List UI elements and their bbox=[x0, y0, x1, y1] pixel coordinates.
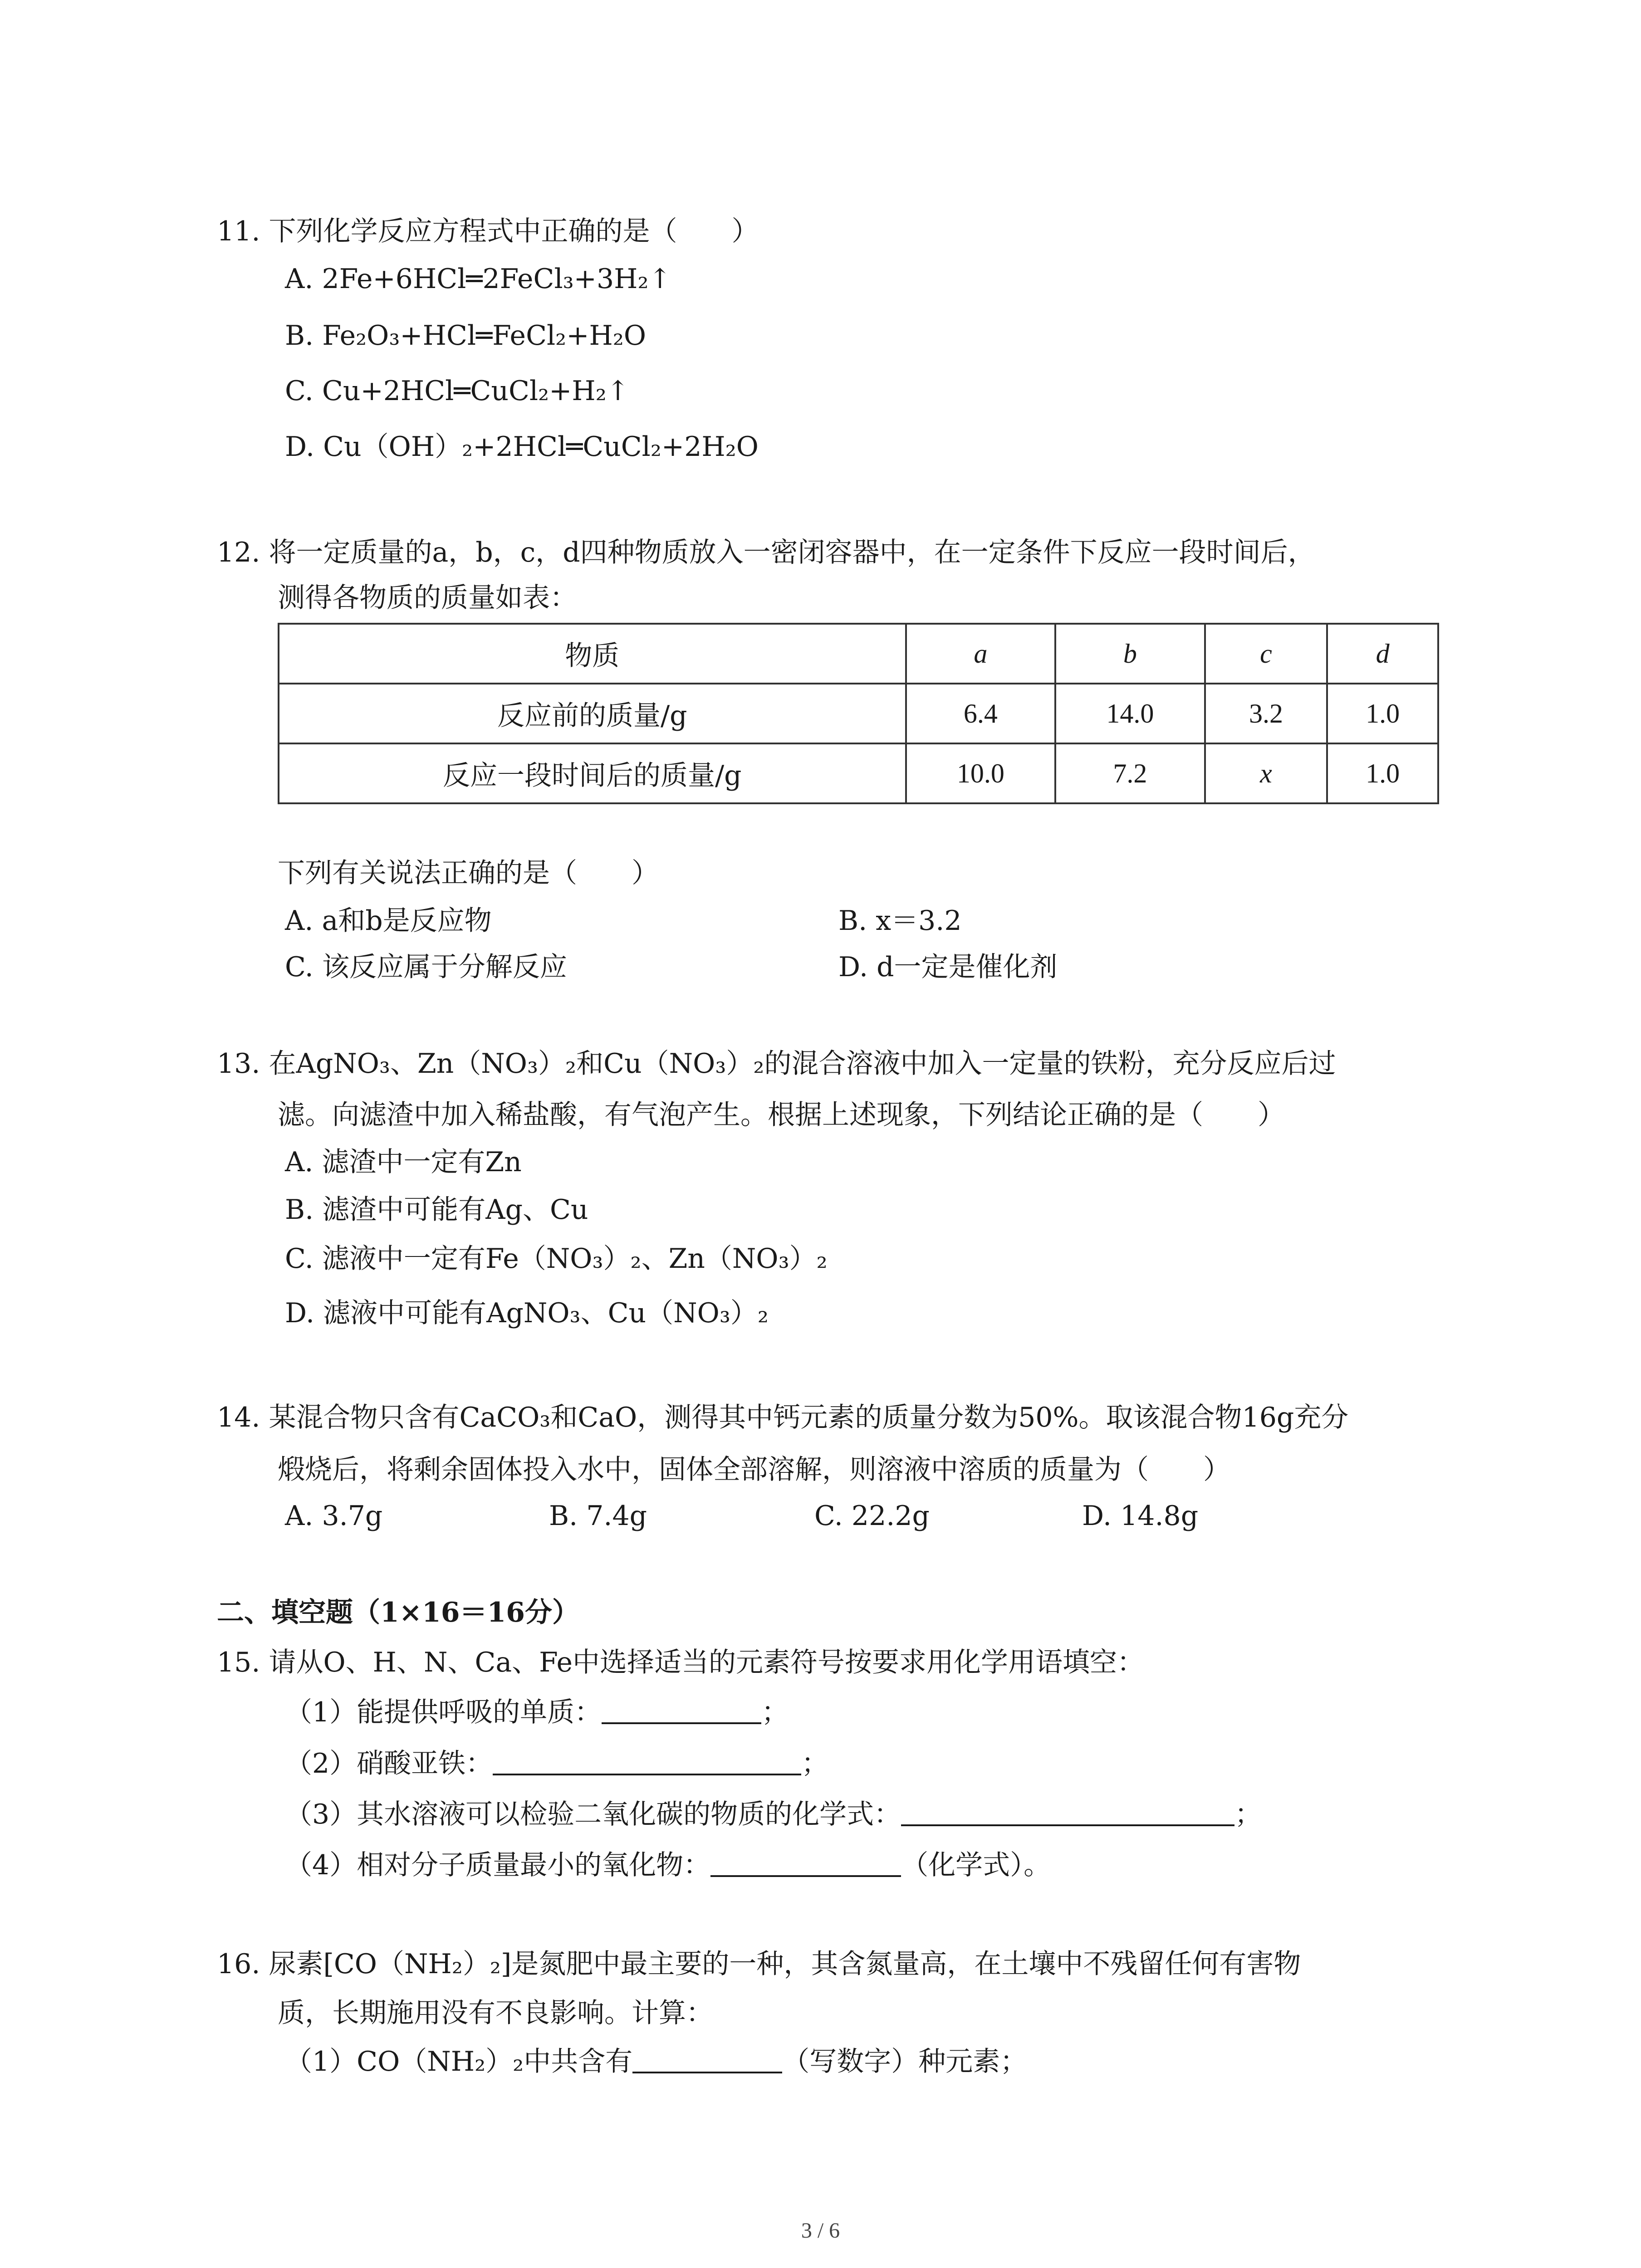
table-cell: 1.0 bbox=[1327, 684, 1438, 743]
q14-option-b: B. 7.4g bbox=[549, 1500, 647, 1532]
q15-part2 bbox=[285, 1745, 828, 1782]
q15-part3-label: （3）其水溶液可以检验二氧化碳的物质的化学式： bbox=[285, 1799, 901, 1830]
table-row bbox=[279, 743, 1438, 803]
table-cell: 10.0 bbox=[906, 743, 1056, 803]
q16-part1-label: （1）CO（NH₂）₂中共含有 bbox=[285, 2046, 633, 2077]
q11-stem: 11. 下列化学反应方程式中正确的是（ ） bbox=[217, 215, 759, 247]
q14-option-a: A. 3.7g bbox=[285, 1500, 383, 1532]
q16-part1-answer-blank[interactable] bbox=[632, 2043, 782, 2073]
q15-part1-label: （1）能提供呼吸的单质： bbox=[285, 1696, 602, 1728]
q15-part1-end: ； bbox=[761, 1696, 789, 1728]
q12-stem-line2: 测得各物质的质量如表： bbox=[278, 582, 577, 614]
q11-option-c: C. Cu+2HCl═CuCl₂+H₂↑ bbox=[285, 375, 630, 407]
table-header-cell: b bbox=[1055, 624, 1205, 684]
q14-option-d: D. 14.8g bbox=[1082, 1500, 1199, 1532]
table-header-cell: c bbox=[1205, 624, 1327, 684]
q13-stem-line2: 滤。向滤渣中加入稀盐酸，有气泡产生。根据上述现象，下列结论正确的是（ ） bbox=[278, 1099, 1285, 1131]
q11-option-a: A. 2Fe+6HCl═2FeCl₃+3H₂↑ bbox=[285, 263, 671, 295]
q13-option-b: B. 滤渣中可能有Ag、Cu bbox=[285, 1194, 588, 1226]
page-number: 3 / 6 bbox=[801, 2219, 840, 2243]
q13-option-a: A. 滤渣中一定有Zn bbox=[285, 1146, 522, 1178]
table-cell: 6.4 bbox=[906, 684, 1056, 743]
q12-option-c: C. 该反应属于分解反应 bbox=[285, 951, 567, 983]
q15-part1-answer-blank[interactable] bbox=[602, 1694, 761, 1724]
q13-option-d: D. 滤液中可能有AgNO₃、Cu（NO₃）₂ bbox=[285, 1297, 769, 1329]
q15-part4-label: （4）相对分子质量最小的氧化物： bbox=[285, 1849, 711, 1881]
table-cell: 3.2 bbox=[1205, 684, 1327, 743]
table-cell: 7.2 bbox=[1055, 743, 1205, 803]
table-row bbox=[279, 684, 1438, 743]
table-cell: x bbox=[1205, 743, 1327, 803]
q11-option-d: D. Cu（OH）₂+2HCl═CuCl₂+2H₂O bbox=[285, 431, 759, 463]
q12-option-d: D. d一定是催化剂 bbox=[838, 951, 1058, 983]
q15-part2-end: ； bbox=[801, 1748, 829, 1779]
q15-part2-answer-blank[interactable] bbox=[493, 1745, 801, 1775]
q14-stem-line1: 14. 某混合物只含有CaCO₃和CaO，测得其中钙元素的质量分数为50%。取该混合物16g充分 bbox=[217, 1402, 1349, 1433]
q11-option-b: B. Fe₂O₃+HCl═FeCl₂+H₂O bbox=[285, 320, 647, 352]
table-cell: 反应前的质量/g bbox=[279, 684, 906, 743]
table-cell: 14.0 bbox=[1055, 684, 1205, 743]
q15-part4-answer-blank[interactable] bbox=[710, 1847, 901, 1877]
table-header-cell: d bbox=[1327, 624, 1438, 684]
q12-option-b: B. x＝3.2 bbox=[838, 905, 962, 937]
q15-part1 bbox=[285, 1694, 789, 1730]
q14-stem-line2: 煅烧后，将剩余固体投入水中，固体全部溶解，则溶液中溶质的质量为（ ） bbox=[278, 1454, 1230, 1486]
table-cell: 1.0 bbox=[1327, 743, 1438, 803]
q12-question: 下列有关说法正确的是（ ） bbox=[278, 857, 659, 889]
q15-part3 bbox=[285, 1796, 1262, 1833]
table-cell: 反应一段时间后的质量/g bbox=[279, 743, 906, 803]
q15-part3-answer-blank[interactable] bbox=[901, 1796, 1234, 1826]
q16-stem-line2: 质，长期施用没有不良影响。计算： bbox=[278, 1997, 713, 2029]
q12-stem-line1: 12. 将一定质量的a，b，c，d四种物质放入一密闭容器中，在一定条件下反应一段时间后， bbox=[217, 537, 1315, 568]
q16-part1 bbox=[285, 2043, 1027, 2080]
q15-part4-tail: （化学式）。 bbox=[901, 1849, 1051, 1881]
table-header-row bbox=[279, 624, 1438, 684]
q15-part4 bbox=[285, 1847, 1051, 1883]
table-header-cell: a bbox=[906, 624, 1056, 684]
table-header-cell: 物质 bbox=[279, 624, 906, 684]
section-heading: 二、填空题（1×16＝16分） bbox=[217, 1597, 580, 1628]
q12-mass-table bbox=[278, 623, 1439, 804]
q13-stem-line1: 13. 在AgNO₃、Zn（NO₃）₂和Cu（NO₃）₂的混合溶液中加入一定量的铁粉，充分反应后过 bbox=[217, 1048, 1336, 1080]
q16-part1-tail: （写数字）种元素； bbox=[782, 2046, 1028, 2077]
q15-part3-end: ； bbox=[1234, 1799, 1262, 1830]
q13-option-c: C. 滤液中一定有Fe（NO₃）₂、Zn（NO₃）₂ bbox=[285, 1243, 828, 1275]
q14-option-c: C. 22.2g bbox=[814, 1500, 930, 1532]
q15-part2-label: （2）硝酸亚铁： bbox=[285, 1748, 493, 1779]
q12-option-a: A. a和b是反应物 bbox=[285, 905, 492, 937]
q15-stem: 15. 请从O、H、N、Ca、Fe中选择适当的元素符号按要求用化学用语填空： bbox=[217, 1647, 1145, 1678]
q16-stem-line1: 16. 尿素[CO（NH₂）₂]是氮肥中最主要的一种，其含氮量高，在土壤中不残留任何有害物 bbox=[217, 1948, 1301, 1980]
